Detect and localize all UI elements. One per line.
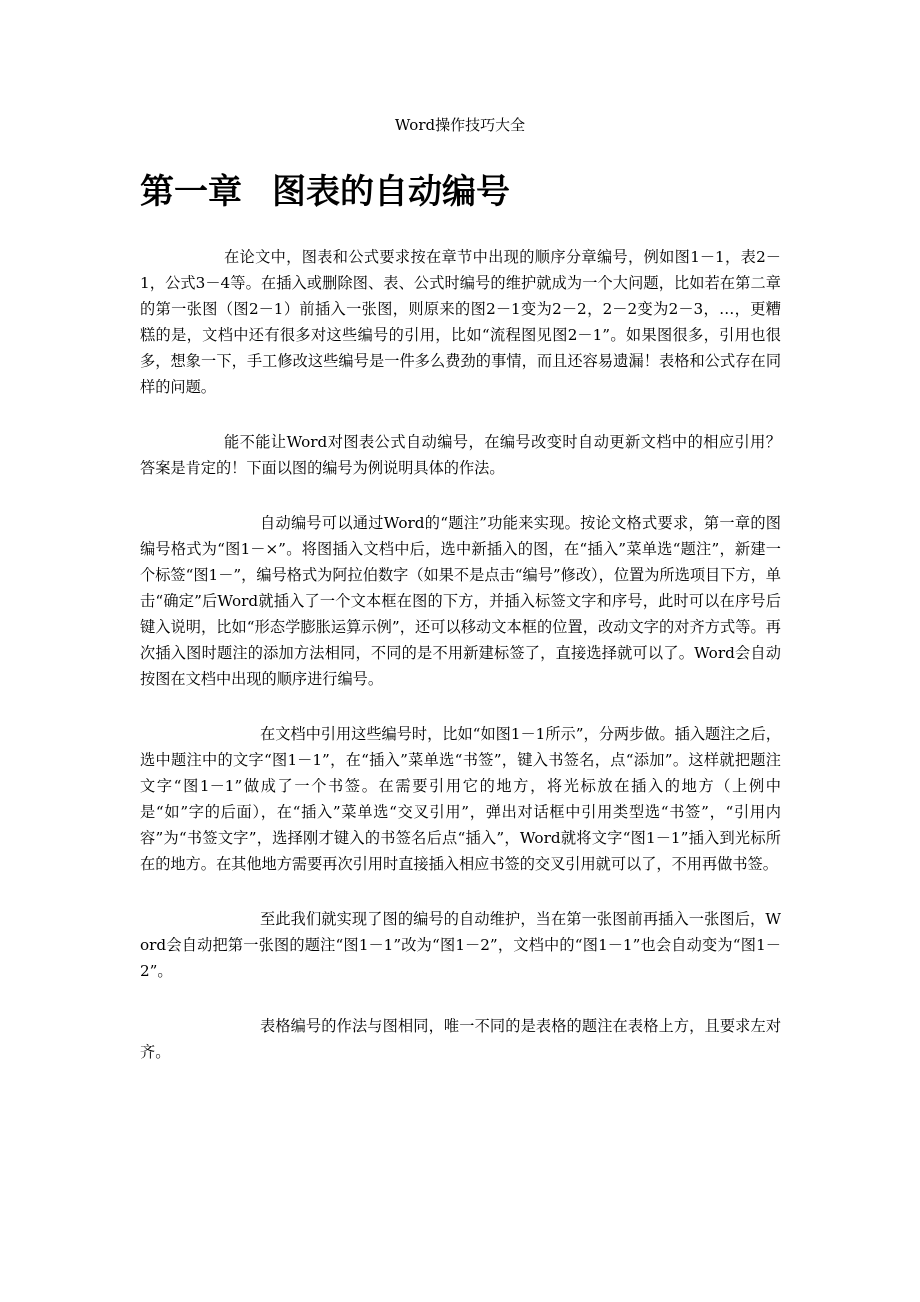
paragraph: 在文档中引用这些编号时，比如“如图1－1所示”，分两步做。插入题注之后，选中题注中的文字“图1－1”，在“插入”菜单选“书签”，键入书签名，点“添加”。这样就把题注文字“图1－1”做成了一个书签。在需要引用它的地方，将光标放在插入的地方（上例中是“如”字的后面），在“插入”菜单选“交叉引用”，弹出对话框中引用类型选“书签”，“引用内容”为“书签文字”，选择刚才键入的书签名后点“插入”，Word就将文字“图1－1”插入到光标所在的地方。在其他地方需要再次引用时直接插入相应书签的交叉引用就可以了，不用再做书签。 xyxy=(140,725,781,873)
paragraph: 自动编号可以通过Word的“题注”功能来实现。按论文格式要求，第一章的图编号格式为“图1－×”。将图插入文档中后，选中新插入的图，在“插入”菜单选“题注”，新建一个标签“图1－”，编号格式为阿拉伯数字（如果不是点击“编号”修改），位置为所选项目下方，单击“确定”后Word就插入了一个文本框在图的下方，并插入标签文字和序号，此时可以在序号后键入说明，比如“形态学膨胀运算示例”，还可以移动文本框的位置，改动文字的对齐方式等。再次插入图时题注的添加方法相同，不同的是不用新建标签了，直接选择就可以了。Word会自动按图在文档中出现的顺序进行编号。 xyxy=(140,514,781,688)
chapter-name: 图表的自动编号 xyxy=(272,172,510,212)
chapter-number: 第一章 xyxy=(140,172,242,212)
chapter-title xyxy=(140,168,510,216)
paragraph: 至此我们就实现了图的编号的自动维护，当在第一张图前再插入一张图后，Word会自动把第一张图的题注“图1－1”改为“图1－2”，文档中的“图1－1”也会自动变为“图1－2”。 xyxy=(140,910,781,980)
paragraph: 能不能让Word对图表公式自动编号，在编号改变时自动更新文档中的相应引用？答案是肯定的！下面以图的编号为例说明具体的作法。 xyxy=(140,433,781,477)
document-header: Word操作技巧大全 xyxy=(394,116,526,134)
paragraph: 表格编号的作法与图相同，唯一不同的是表格的题注在表格上方，且要求左对齐。 xyxy=(140,1017,781,1061)
document-body xyxy=(140,244,781,1094)
paragraph: 在论文中，图表和公式要求按在章节中出现的顺序分章编号，例如图1－1，表2－1，公式3－4等。在插入或删除图、表、公式时编号的维护就成为一个大问题，比如若在第二章的第一张图（图2－1）前插入一张图，则原来的图2－1变为2－2，2－2变为2－3，…，更糟糕的是，文档中还有很多对这些编号的引用，比如“流程图见图2－1”。如果图很多，引用也很多，想象一下，手工修改这些编号是一件多么费劲的事情，而且还容易遗漏！表格和公式存在同样的问题。 xyxy=(140,248,781,396)
